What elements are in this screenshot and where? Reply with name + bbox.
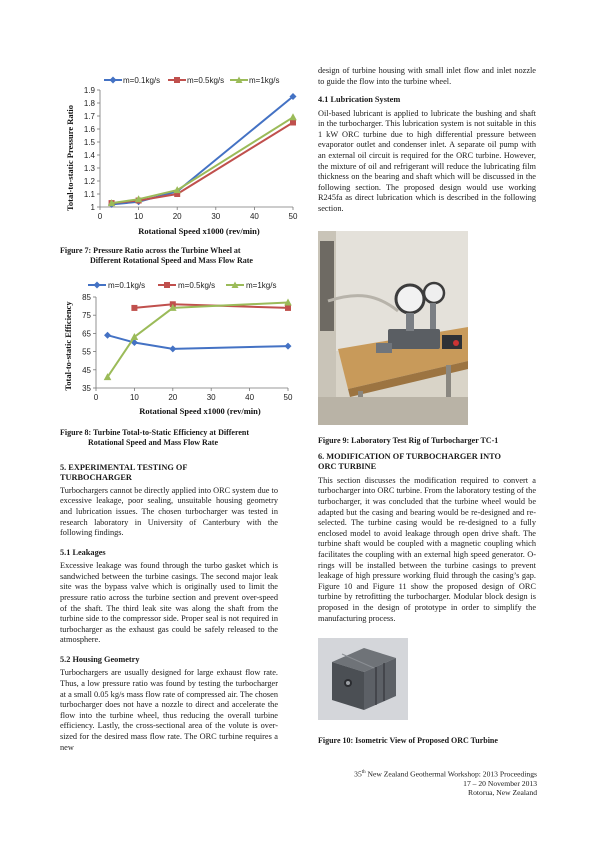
y-tick-label: 1.7	[83, 112, 95, 121]
x-tick-label: 40	[249, 212, 259, 221]
figure-8-chart	[60, 276, 305, 418]
y-tick-label: 65	[82, 329, 91, 339]
section-4-1-text: Oil-based lubricant is applied to lubricate the bushing and shaft in the turbocharger. This lubrication system is not suitable in this 1 kW ORC turbine due to high differential pressure between evaporator outlet and condenser inlet. A separate oil pump with an external oil circuit is required for the ORC turbine. However, the mixture of oil and refrigerant will reduce the lubricating film thickness on the bearing and shaft which will be discussed in the following section. The proposed design would use working R245fa as direct lubrication which is described in the following section.	[318, 108, 536, 213]
y-tick-label: 45	[82, 365, 91, 375]
y-tick-label: 1.8	[83, 99, 95, 108]
fig8-legend-label: m=1kg/s	[246, 281, 277, 290]
series-line	[112, 117, 293, 203]
section-6-heading-line: ORC TURBINE	[318, 462, 377, 472]
test-rig-photo	[318, 231, 468, 425]
figure-7-chart	[60, 66, 305, 238]
section-5-1-text: Excessive leakage was found through the turbo gasket which is sandwiched between the turbine casings. The second major leak site was the bypass valve which is originally used to limit the pressure ratio across the turbine section and prevent over-speed of the shaft. The third leak site was along the shaft from the turbine side to the compressor side. Proper seal is not required in turbocharger as the exhaust gas could be safely released to the atmosphere.	[60, 561, 278, 645]
x-tick-label: 10	[134, 212, 144, 221]
continuation-text: design of turbine housing with small inlet flow and inlet nozzle to guide the flow into the turbine wheel.	[318, 66, 536, 86]
figure-10-caption: Figure 10: Isometric View of Proposed ORC Turbine	[318, 736, 498, 745]
data-point	[290, 120, 296, 126]
y-tick-label: 1.5	[83, 138, 95, 147]
y-tick-label: 85	[82, 293, 91, 302]
section-6-heading-line: 6. MODIFICATION OF TURBOCHARGER INTO	[318, 452, 501, 461]
section-5-2-heading: 5.2 Housing Geometry	[60, 654, 140, 664]
y-tick-label: 1.6	[83, 125, 95, 134]
fig7-plot-area	[84, 86, 298, 221]
section-5-heading	[60, 463, 278, 484]
section-5-heading-line: TURBOCHARGER	[60, 473, 132, 483]
fig7-y-axis-title: Total-to-static Pressure Ratio	[65, 104, 75, 212]
fig7-legend	[104, 76, 279, 85]
series-line	[112, 97, 293, 205]
y-tick-label: 1.3	[83, 164, 95, 173]
figure-7-caption	[60, 246, 290, 266]
x-tick-label: 0	[93, 393, 99, 402]
section-6-text: This section discusses the modification required to convert a turbocharger into ORC turbine. From the laboratory testing of the turbocharger, it was concluded that the turbine wheel would be adapted but the casing and bearing would be re-designed and re-selected. The turbine casing would be re-designed to a fully enclosed model to avoid leakage through open drive shaft. The turbine shaft would be coupled with a magnetic coupling which facilitates the coupling with an external high speed generator. O-rings will be installed between the turbine casings to prevent leakage of high pressure working fluid through the casing’s gap. Figure 10 and Figure 11 show the proposed design of ORC turbine by retrofitting the turbocharger. Modular block design is proposed in the design of prototype in order to simplify the manufacturing process.	[318, 475, 536, 623]
x-tick-label: 0	[97, 212, 103, 221]
x-tick-label: 20	[168, 393, 178, 402]
y-tick-label: 1.1	[83, 190, 95, 199]
y-tick-label: 1.4	[83, 151, 95, 160]
section-5-2-text: Turbochargers are usually designed for large exhaust flow rate. Thus, a low pressure ratio was found by testing the turbocharger at a small 0.05 kg/s mass flow rate of compressed air. The chosen turbocharger does not have a nozzle to direct and accelerate the flow into the turbine wheel, thus reducing the overall turbine efficiency. Lastly, the cross-sectional area of the volute is over-sized for the desired mass flow rate. The ORC turbine requires a new	[60, 668, 278, 752]
fig8-legend-label: m=0.5kg/s	[178, 281, 216, 290]
section-5-heading-line: 5. EXPERIMENTAL TESTING OF	[60, 463, 188, 472]
fig8-plot-area	[82, 293, 293, 402]
fig8-legend	[88, 281, 276, 290]
fig7-caption-line: Figure 7: Pressure Ratio across the Turbine Wheel at	[60, 246, 241, 255]
section-4-1-heading: 4.1 Lubrication System	[318, 95, 401, 105]
data-point	[104, 332, 111, 339]
y-tick-label: 35	[82, 384, 91, 393]
fig7-x-axis-title: Rotational Speed x1000 (rev/min)	[138, 226, 260, 236]
orc-turbine-render	[318, 638, 408, 720]
fig8-caption-line: Figure 8: Turbine Total-to-Static Efficiency at Different	[60, 428, 250, 437]
x-tick-label: 50	[288, 212, 298, 221]
data-point	[285, 305, 291, 311]
y-tick-label: 75	[82, 311, 91, 321]
fig8-y-axis-title: Total-to-static Efficiency	[63, 301, 73, 391]
proceedings-footer	[354, 768, 537, 797]
data-point	[131, 305, 137, 311]
x-tick-label: 30	[211, 212, 221, 221]
footer-line: 35th New Zealand Geothermal Workshop: 2013 Proceedings	[354, 769, 537, 779]
x-tick-label: 20	[172, 212, 182, 221]
fig7-legend-label: m=1kg/s	[249, 76, 280, 85]
y-tick-label: 1.9	[83, 86, 95, 95]
x-tick-label: 10	[129, 393, 139, 402]
figure-8-caption	[60, 428, 290, 448]
x-tick-label: 50	[283, 393, 293, 402]
x-tick-label: 40	[245, 393, 255, 402]
y-tick-label: 1.2	[83, 177, 95, 186]
y-tick-label: 55	[82, 347, 91, 357]
section-5-text: Turbochargers cannot be directly applied into ORC system due to excessive leakage, poor sealing, unsuitable housing geometry and lubrication issues. The chosen turbocharger was tested in research laboratory in University of Canterbury with the following findings.	[60, 485, 278, 538]
fig8-legend-label: m=0.1kg/s	[108, 281, 146, 290]
footer-line: Rotorua, New Zealand	[468, 787, 537, 797]
data-point	[169, 345, 176, 352]
data-point	[285, 343, 292, 350]
fig8-x-axis-title: Rotational Speed x1000 (rev/min)	[139, 406, 261, 416]
fig8-caption-line: Rotational Speed and Mass Flow Rate	[88, 438, 219, 448]
section-5-1-heading: 5.1 Leakages	[60, 547, 106, 557]
fig7-legend-label: m=0.1kg/s	[123, 76, 161, 85]
figure-9-caption: Figure 9: Laboratory Test Rig of Turbocharger TC-1	[318, 436, 499, 445]
x-tick-label: 30	[206, 393, 216, 402]
section-6-heading	[318, 452, 536, 473]
footer-line: 17 – 20 November 2013	[463, 778, 537, 788]
fig7-caption-line: Different Rotational Speed and Mass Flow Rate	[90, 256, 253, 266]
y-tick-label: 1	[90, 203, 95, 212]
fig7-legend-label: m=0.5kg/s	[187, 76, 225, 85]
data-point	[289, 113, 297, 120]
